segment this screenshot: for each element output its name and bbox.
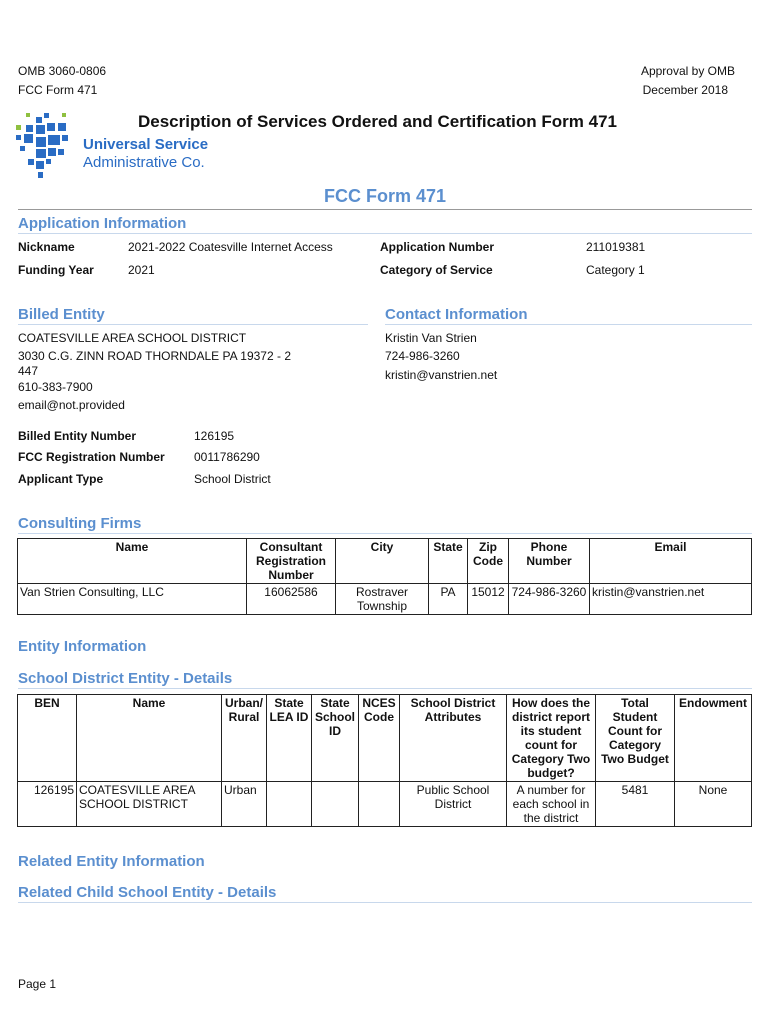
column-header: How does the district report its student count for Category Two budget?	[507, 695, 596, 782]
column-header: State School ID	[312, 695, 359, 782]
divider	[18, 688, 752, 689]
column-header: Zip Code	[468, 539, 509, 584]
billed-entity-name: COATESVILLE AREA SCHOOL DISTRICT	[18, 331, 247, 345]
divider	[18, 533, 752, 534]
page-number: Page 1	[18, 977, 57, 991]
application-number-label: Application Number	[380, 240, 495, 254]
entity-attributes: Public School District	[400, 782, 507, 827]
entity-total-count: 5481	[596, 782, 675, 827]
entity-count-method: A number for each school in the district	[507, 782, 596, 827]
divider	[18, 209, 752, 210]
contact-heading: Contact Information	[385, 306, 528, 323]
column-header: Endowment	[675, 695, 752, 782]
billed-entity-address-cont: 447	[18, 364, 39, 378]
consulting-heading: Consulting Firms	[18, 515, 142, 532]
consultant-zip: 15012	[468, 584, 509, 615]
ben-value: 126195	[194, 429, 235, 443]
nickname-label: Nickname	[18, 240, 75, 254]
column-header: Name	[77, 695, 222, 782]
entity-lea-id	[267, 782, 312, 827]
column-header: Urban/ Rural	[222, 695, 267, 782]
approval-date: December 2018	[642, 83, 728, 97]
approval-text: Approval by OMB	[640, 64, 735, 78]
consultant-email: kristin@vanstrien.net	[590, 584, 752, 615]
page-title: Description of Services Ordered and Certification Form 471	[138, 112, 617, 131]
applicant-type-label: Applicant Type	[18, 472, 104, 486]
billed-entity-heading: Billed Entity	[18, 306, 105, 323]
category-label: Category of Service	[380, 263, 493, 277]
column-header: School District Attributes	[400, 695, 507, 782]
ben-label: Billed Entity Number	[18, 429, 137, 443]
contact-phone: 724-986-3260	[385, 349, 460, 363]
table-header-row	[18, 539, 752, 584]
divider	[18, 902, 752, 903]
table-row	[18, 584, 752, 615]
billed-entity-phone: 610-383-7900	[18, 380, 93, 394]
consultant-name: Van Strien Consulting, LLC	[18, 584, 247, 615]
entity-name: COATESVILLE AREA SCHOOL DISTRICT	[77, 782, 222, 827]
column-header: City	[336, 539, 429, 584]
nickname-value: 2021-2022 Coatesville Internet Access	[128, 240, 333, 254]
contact-email: kristin@vanstrien.net	[385, 368, 498, 382]
frn-label: FCC Registration Number	[18, 450, 165, 464]
divider	[18, 324, 368, 325]
column-header: State LEA ID	[267, 695, 312, 782]
table-row	[18, 782, 752, 827]
frn-value: 0011786290	[194, 450, 260, 464]
logo-line1: Universal Service	[83, 136, 209, 153]
billed-entity-email: email@not.provided	[18, 398, 125, 412]
column-header: Total Student Count for Category Two Budget	[596, 695, 675, 782]
entity-heading: Entity Information	[18, 638, 147, 655]
table-header-row	[18, 695, 752, 782]
omb-number: OMB 3060-0806	[18, 64, 107, 78]
divider	[18, 233, 752, 234]
consulting-table	[17, 538, 752, 615]
billed-entity-address: 3030 C.G. ZINN ROAD THORNDALE PA 19372 - 2	[18, 349, 291, 363]
contact-name: Kristin Van Strien	[385, 331, 477, 345]
divider	[385, 324, 752, 325]
column-header: Consultant Registration Number	[247, 539, 336, 584]
column-header: Phone Number	[509, 539, 590, 584]
related-entity-heading: Related Entity Information	[18, 853, 205, 870]
entity-school-id	[312, 782, 359, 827]
school-district-table	[17, 694, 752, 827]
entity-urban-rural: Urban	[222, 782, 267, 827]
consultant-city: Rostraver Township	[336, 584, 429, 615]
category-value: Category 1	[586, 263, 645, 277]
entity-endowment: None	[675, 782, 752, 827]
column-header: BEN	[18, 695, 77, 782]
column-header: State	[429, 539, 468, 584]
column-header: Name	[18, 539, 247, 584]
consultant-reg: 16062586	[247, 584, 336, 615]
column-header: NCES Code	[359, 695, 400, 782]
logo-line2: Administrative Co.	[83, 154, 205, 171]
column-header: Email	[590, 539, 752, 584]
form-subtitle: FCC Form 471	[323, 186, 447, 206]
form-number: FCC Form 471	[18, 83, 98, 97]
application-number-value: 211019381	[586, 240, 646, 254]
consultant-phone: 724-986-3260	[509, 584, 590, 615]
entity-nces	[359, 782, 400, 827]
entity-ben: 126195	[18, 782, 77, 827]
related-child-heading: Related Child School Entity - Details	[18, 884, 277, 901]
application-heading: Application Information	[18, 215, 187, 232]
funding-year-value: 2021	[128, 263, 155, 277]
applicant-type-value: School District	[194, 472, 271, 486]
consultant-state: PA	[429, 584, 468, 615]
funding-year-label: Funding Year	[18, 263, 94, 277]
school-district-heading: School District Entity - Details	[18, 670, 233, 687]
